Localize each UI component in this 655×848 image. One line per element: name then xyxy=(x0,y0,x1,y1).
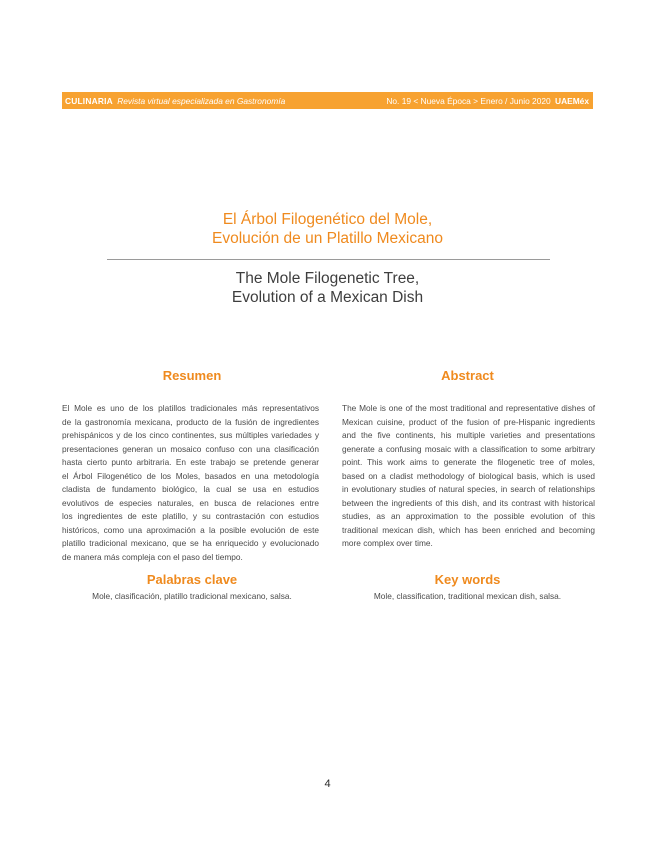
body-line: de la gastronomía mexicana, producto de la fusión de ingredientes xyxy=(62,416,319,427)
body-line: evolutivos de especies naturales, en busca de relaciones entre xyxy=(62,497,319,508)
publisher-name: UAEMéx xyxy=(555,95,589,106)
palabras-clave-text: Mole, clasificación, platillo tradicional mexicano, salsa. xyxy=(92,591,292,601)
body-line: cladista de fundamento biológico, la cual se usa en estudios xyxy=(62,484,319,495)
resumen-body xyxy=(62,402,319,565)
journal-header-band xyxy=(62,92,593,109)
body-line: presentaciones generan un mosaico confuso con una clasificación xyxy=(62,443,319,454)
title-spanish-line: Evolución de un Platillo Mexicano xyxy=(212,230,443,247)
journal-header-right xyxy=(386,96,589,106)
body-line: el Árbol Filogenético de los Moles, basados en una metodología xyxy=(62,470,319,481)
journal-brand: CULINARIA xyxy=(65,95,113,106)
issue-info: No. 19 < Nueva Época > Enero / Junio 2020 xyxy=(386,95,551,106)
body-line: traditional mexican dish, which has been enriched and becoming xyxy=(342,524,595,535)
body-line: between the ingredients of this dish, and its contrast with historical xyxy=(342,497,595,508)
title-divider xyxy=(107,259,550,260)
abstract-heading: Abstract xyxy=(441,368,494,383)
journal-subtitle: Revista virtual especializada en Gastronomía xyxy=(117,95,286,106)
title-english xyxy=(0,269,655,307)
title-spanish xyxy=(0,210,655,248)
body-line: The Mole is one of the most traditional and representative dishes of xyxy=(342,403,595,413)
title-spanish-line: El Árbol Filogenético del Mole, xyxy=(222,211,433,228)
resumen-heading: Resumen xyxy=(162,368,222,383)
journal-header-left xyxy=(65,96,285,106)
body-line: more complex over time. xyxy=(342,538,433,549)
body-line: de manera más compleja con el paso del tiempo. xyxy=(62,552,243,563)
palabras-clave-heading: Palabras clave xyxy=(146,572,238,587)
body-line: point. This work aims to generate the filogenetic tree of moles, xyxy=(342,457,595,468)
title-english-line: Evolution of a Mexican Dish xyxy=(231,289,424,306)
key-words-text: Mole, classification, traditional mexican dish, salsa. xyxy=(373,591,562,601)
body-line: Mexican cuisine, product of the fusion of pre-Hispanic ingredients xyxy=(342,416,595,427)
page-number: 4 xyxy=(324,778,331,790)
body-line: históricos, como una aproximación a la posible evolución de este xyxy=(62,524,319,535)
body-line: based on a cladist methodology of biological basis, which is used xyxy=(342,470,595,481)
key-words-heading: Key words xyxy=(434,572,501,587)
body-line: platillo tradicional mexicano, que se ha enriquecido y evolucionado xyxy=(62,538,319,549)
body-line: generate a confusing mosaic with a classification to some arbitrary xyxy=(342,443,595,454)
body-line: studies, as an approximation to the possible evolution of this xyxy=(342,511,595,522)
body-line: prehispánicos y de los cinco continentes, sus múltiples variedades y xyxy=(62,430,319,441)
body-line: and the five continents, his multiple varieties and presentations xyxy=(342,430,595,441)
body-line: El Mole es uno de los platillos tradicionales más representativos xyxy=(62,403,319,413)
body-line: hasta cierto punto arbitraria. En este trabajo se pretende generar xyxy=(62,457,319,468)
abstract-body xyxy=(342,402,595,551)
title-english-line: The Mole Filogenetic Tree, xyxy=(235,270,420,287)
body-line: los ingredientes de este platillo, y su contrastación con estudios xyxy=(62,511,319,522)
body-line: in evolutionary studies of natural species, in search of relationships xyxy=(342,484,595,495)
